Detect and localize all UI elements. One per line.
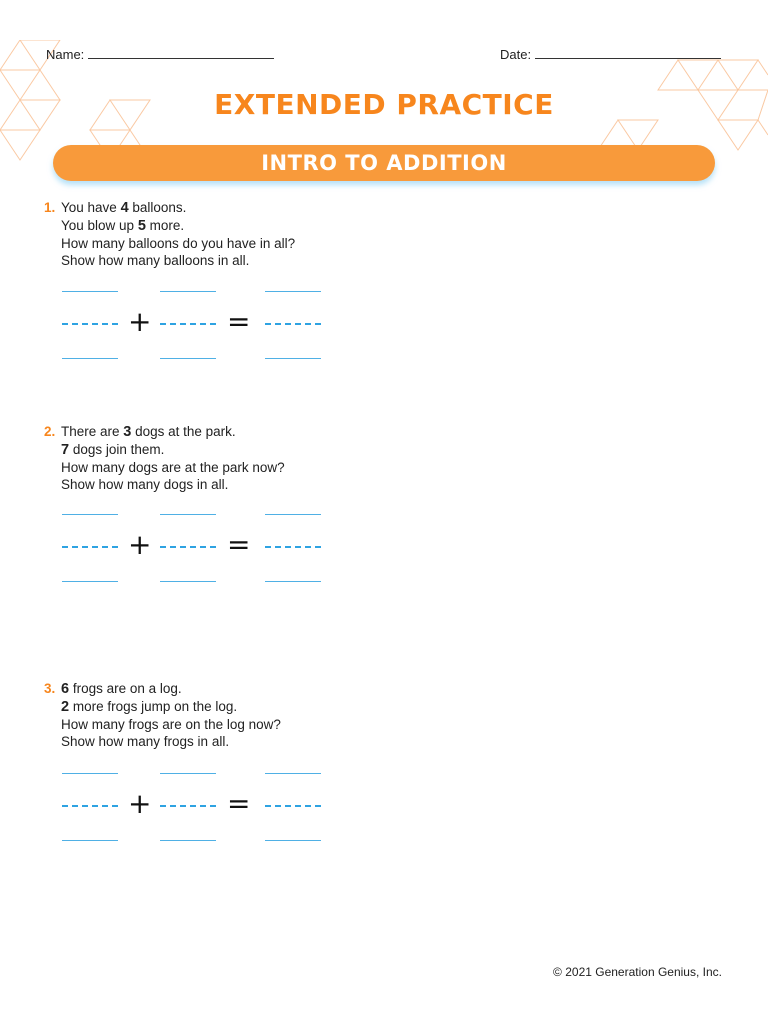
question-text: more. bbox=[145, 218, 185, 233]
date-label: Date: bbox=[500, 47, 532, 62]
question-line: Show how many dogs in all. bbox=[61, 477, 229, 492]
question-text: There are bbox=[61, 424, 124, 439]
question-line bbox=[44, 698, 464, 716]
question-text: more frogs jump on the log. bbox=[69, 699, 238, 714]
plus-sign: + bbox=[128, 528, 152, 561]
question-text: You have bbox=[61, 200, 121, 215]
question-line bbox=[44, 217, 464, 235]
question-number: 3. bbox=[44, 681, 56, 696]
question-text: dogs at the park. bbox=[131, 424, 236, 439]
plus-sign: + bbox=[128, 787, 152, 820]
question-line bbox=[44, 423, 464, 441]
equals-sign: = bbox=[227, 787, 251, 820]
question-3 bbox=[44, 680, 464, 750]
equation-row-3 bbox=[62, 770, 326, 850]
question-line: Show how many frogs in all. bbox=[61, 734, 230, 749]
equals-sign: = bbox=[227, 528, 251, 561]
date-field[interactable] bbox=[500, 47, 721, 62]
topic-banner bbox=[53, 145, 715, 181]
question-text: dogs join them. bbox=[69, 442, 165, 457]
question-line: How many dogs are at the park now? bbox=[61, 460, 285, 475]
question-number-value: 3 bbox=[123, 424, 132, 440]
question-line bbox=[44, 680, 464, 698]
equals-sign: = bbox=[227, 305, 251, 338]
question-number-value: 5 bbox=[137, 218, 146, 234]
question-1 bbox=[44, 199, 464, 269]
page-title: EXTENDED PRACTICE bbox=[214, 88, 554, 121]
name-label: Name: bbox=[46, 47, 85, 62]
question-text: You blow up bbox=[61, 218, 138, 233]
name-field[interactable] bbox=[46, 47, 274, 62]
question-line bbox=[44, 199, 464, 217]
question-number-value: 2 bbox=[61, 699, 70, 715]
question-number: 2. bbox=[44, 424, 56, 439]
question-line: How many frogs are on the log now? bbox=[61, 717, 281, 732]
question-line: How many balloons do you have in all? bbox=[61, 236, 296, 251]
question-line bbox=[44, 441, 464, 459]
question-line: Show how many balloons in all. bbox=[61, 253, 250, 268]
name-blank[interactable] bbox=[88, 48, 274, 59]
copyright-footer: © 2021 Generation Genius, Inc. bbox=[553, 965, 722, 979]
question-number-value: 4 bbox=[120, 200, 129, 216]
question-number-value: 6 bbox=[61, 681, 70, 697]
question-text: balloons. bbox=[128, 200, 187, 215]
plus-sign: + bbox=[128, 305, 152, 338]
question-number: 1. bbox=[44, 200, 56, 215]
date-blank[interactable] bbox=[535, 48, 721, 59]
equation-row-2 bbox=[62, 511, 326, 591]
topic-banner-label: INTRO TO ADDITION bbox=[261, 151, 507, 175]
question-2 bbox=[44, 423, 464, 493]
question-number-value: 7 bbox=[61, 442, 70, 458]
equation-row-1 bbox=[62, 288, 326, 368]
question-text: frogs are on a log. bbox=[69, 681, 182, 696]
